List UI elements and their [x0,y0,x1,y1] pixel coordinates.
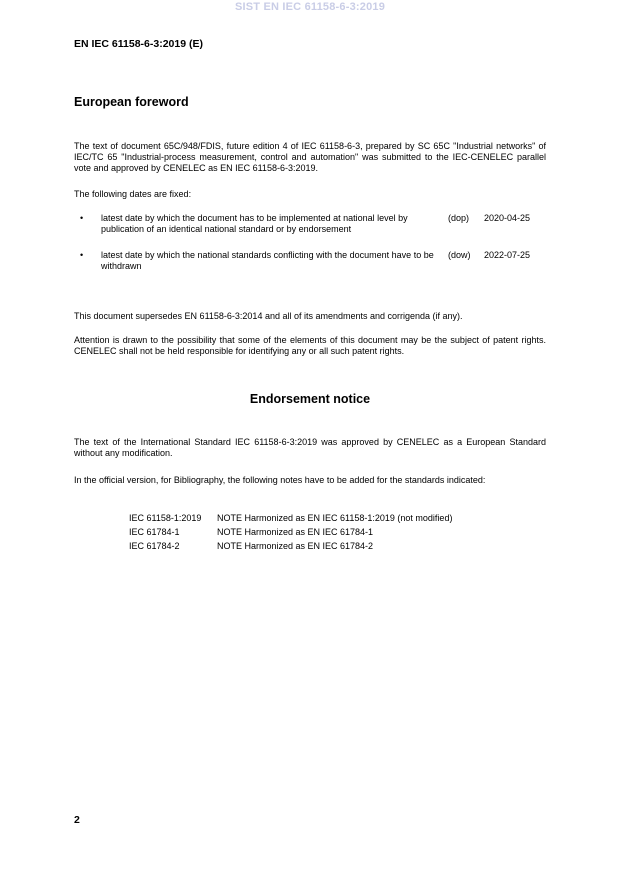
endorsement-paragraph-2: In the official version, for Bibliography, the following notes have to be added for the standards indicated: [74,475,486,485]
foreword-paragraph-4: Attention is drawn to the possibility that some of the elements of this document may be the subject of patent rights. CENELEC shall not be held responsible for identifying any or all such patent rights. [74,335,546,357]
endorsement-paragraph-1: The text of the International Standard IEC 61158-6-3:2019 was approved by CENELEC as a European Standard without any modification. [74,437,546,459]
foreword-paragraph-1: The text of document 65C/948/FDIS, future edition 4 of IEC 61158-6-3, prepared by SC 65C "Industrial networks" of IEC/TC 65 "Industrial-process measurement, control and automation" was submitted to the IEC-CENELEC parallel vote and approved by CENELEC as EN IEC 61158-6-3:2019. [74,141,546,174]
date-item-text: latest date by which the national standards conflicting with the document have to be withdrawn [101,250,434,272]
bullet-icon: • [80,213,84,223]
endorsement-heading: Endorsement notice [249,392,371,406]
note-reference: IEC 61158-1:2019 [129,513,202,523]
bullet-icon: • [80,250,84,260]
foreword-paragraph-3: This document supersedes EN 61158-6-3:2014 and all of its amendments and corrigenda (if any). [74,311,463,321]
note-text: NOTE Harmonized as EN IEC 61158-1:2019 (not modified) [217,513,453,523]
date-item-date: 2022-07-25 [484,250,531,260]
page-number: 2 [74,814,80,826]
foreword-paragraph-2: The following dates are fixed: [74,189,192,199]
document-header: EN IEC 61158-6-3:2019 (E) [74,38,203,50]
note-reference: IEC 61784-2 [129,541,180,551]
date-item-date: 2020-04-25 [484,213,531,223]
watermark: SIST EN IEC 61158-6-3:2019 [234,1,386,13]
date-item-abbr: (dow) [448,250,471,260]
note-reference: IEC 61784-1 [129,527,180,537]
date-item-abbr: (dop) [448,213,470,223]
foreword-heading: European foreword [74,95,189,109]
note-text: NOTE Harmonized as EN IEC 61784-2 [217,541,374,551]
note-text: NOTE Harmonized as EN IEC 61784-1 [217,527,374,537]
date-item-text: latest date by which the document has to be implemented at national level by publication of an identical national standard or by endorsement [101,213,408,235]
